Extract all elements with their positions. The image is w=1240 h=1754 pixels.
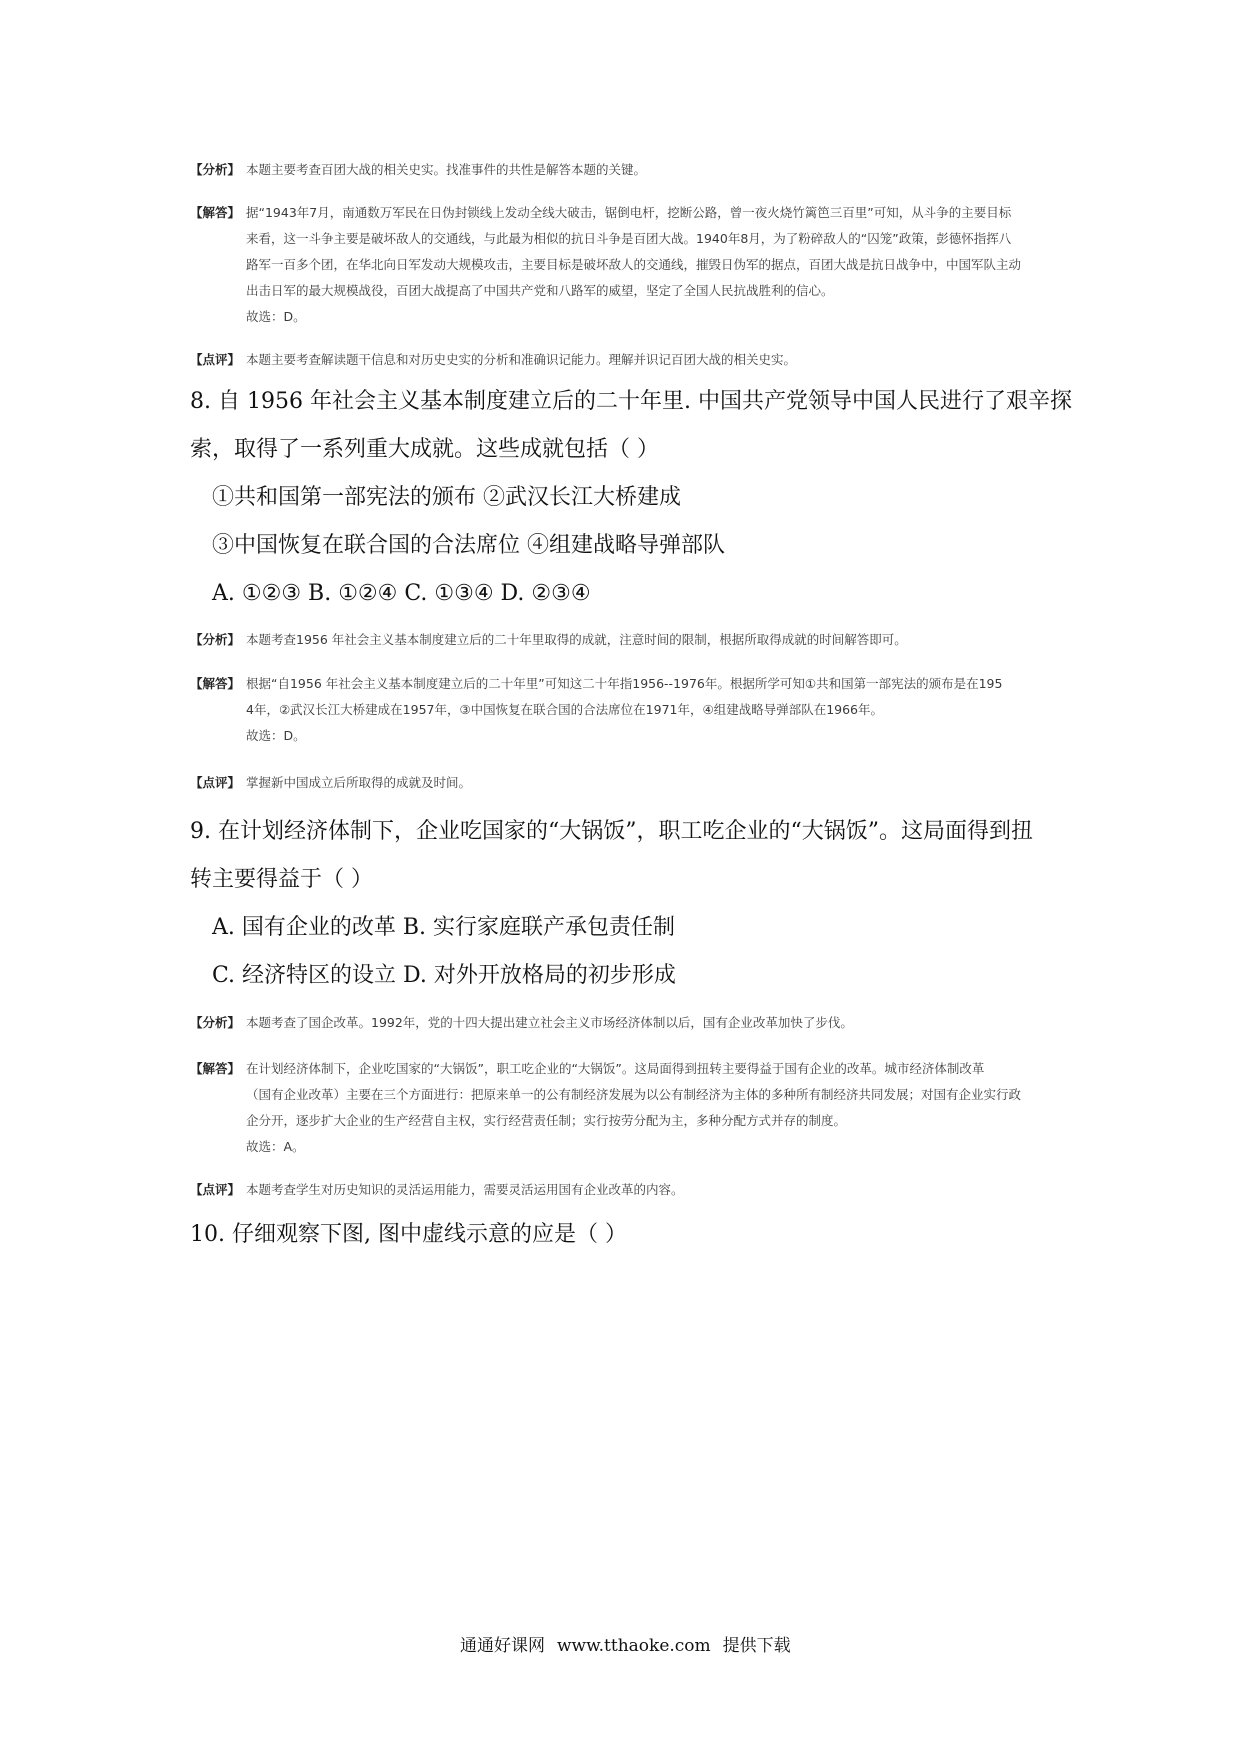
answer-line: 路军一百多个团，在华北向日军发动大规模攻击，主要目标是破坏敌人的交通线，摧毁日伪军的据点，百团大战是抗日战争中，中国军队主动	[246, 257, 1022, 272]
answer-line: 据“1943年7月，南通数万军民在日伪封锁线上发动全线大破击，锯倒电杆，挖断公路，曾一夜火烧竹篱笆三百里”可知，从斗争的主要目标	[246, 205, 1012, 220]
analysis-text: 本题主要考查百团大战的相关史实。找准事件的共性是解答本题的关键。	[246, 162, 647, 177]
analysis-text: 本题考查1956 年社会主义基本制度建立后的二十年里取得的成就，注意时间的限制，根据所取得成就的时间解答即可。	[246, 632, 907, 647]
q9-answer	[190, 1056, 1021, 1160]
q7-comment	[190, 347, 796, 373]
q7-analysis	[190, 157, 646, 183]
page-footer	[460, 1631, 791, 1656]
q8-comment	[190, 770, 471, 796]
answer-line: 故选：D。	[246, 728, 306, 743]
q8-item-line: ①共和国第一部宪法的颁布 ②武汉长江大桥建成	[212, 485, 681, 510]
q9-comment	[190, 1177, 684, 1203]
q9-choice-line: A. 国有企业的改革 B. 实行家庭联产承包责任制	[212, 915, 676, 940]
answer-line: 在计划经济体制下，企业吃国家的“大锅饭”，职工吃企业的“大锅饭”。这局面得到扭转主要得益于国有企业的改革。城市经济体制改革	[246, 1061, 985, 1076]
answer-line: 故选：A。	[246, 1139, 305, 1154]
comment-text: 掌握新中国成立后所取得的成就及时间。	[246, 775, 472, 790]
analysis-tag: 【分析】	[190, 1015, 241, 1030]
analysis-text: 本题考查了国企改革。1992年，党的十四大提出建立社会主义市场经济体制以后，国有企业改革加快了步伐。	[246, 1015, 853, 1030]
analysis-tag: 【分析】	[190, 162, 241, 177]
q8-analysis	[190, 627, 907, 653]
answer-line: 故选：D。	[246, 309, 306, 324]
comment-text: 本题主要考查解读题干信息和对历史史实的分析和准确识记能力。理解并识记百团大战的相关史实。	[246, 352, 797, 367]
answer-line: 根据“自1956 年社会主义基本制度建立后的二十年里”可知这二十年指1956--1976年。根据所学可知①共和国第一部宪法的颁布是在195	[246, 676, 1003, 691]
answer-line: 来看，这一斗争主要是破坏敌人的交通线，与此最为相似的抗日斗争是百团大战。1940年8月，为了粉碎敌人的“囚笼”政策，彭德怀指挥八	[246, 231, 1012, 246]
footer-url: www.tthaoke.com	[557, 1636, 711, 1656]
q9-analysis	[190, 1010, 853, 1036]
q9-stem	[190, 808, 1033, 1000]
q9-stem-line: 转主要得益于（ ）	[190, 867, 373, 892]
analysis-tag: 【分析】	[190, 632, 241, 647]
comment-tag: 【点评】	[190, 1182, 241, 1197]
q10-stem-line: 10. 仔细观察下图, 图中虚线示意的应是（ ）	[190, 1222, 627, 1247]
footer-site-name: 通通好课网	[460, 1636, 545, 1656]
q9-stem-line: 9. 在计划经济体制下，企业吃国家的“大锅饭”，职工吃企业的“大锅饭”。这局面得到扭	[190, 819, 1033, 844]
q7-answer	[190, 200, 1021, 330]
answer-tag: 【解答】	[190, 1061, 241, 1076]
comment-text: 本题考查学生对历史知识的灵活运用能力，需要灵活运用国有企业改革的内容。	[246, 1182, 684, 1197]
footer-note: 提供下载	[722, 1636, 791, 1656]
answer-line: 企分开，逐步扩大企业的生产经营自主权，实行经营责任制；实行按劳分配为主，多种分配方式并存的制度。	[246, 1113, 847, 1128]
q8-stem-line: 8. 自 1956 年社会主义基本制度建立后的二十年里. 中国共产党领导中国人民进行了艰辛探	[190, 389, 1072, 414]
comment-tag: 【点评】	[190, 775, 241, 790]
q10-stem	[190, 1211, 627, 1259]
q8-choices: A. ①②③ B. ①②④ C. ①③④ D. ②③④	[212, 581, 591, 606]
answer-line: 4年，②武汉长江大桥建成在1957年，③中国恢复在联合国的合法席位在1971年，④组建战略导弹部队在1966年。	[246, 702, 884, 717]
q8-answer	[190, 671, 1002, 749]
q8-item-line: ③中国恢复在联合国的合法席位 ④组建战略导弹部队	[212, 533, 725, 558]
q9-choice-line: C. 经济特区的设立 D. 对外开放格局的初步形成	[212, 963, 676, 988]
comment-tag: 【点评】	[190, 352, 241, 367]
q8-stem-line: 索，取得了一系列重大成就。这些成就包括（ ）	[190, 437, 659, 462]
answer-tag: 【解答】	[190, 205, 241, 220]
answer-tag: 【解答】	[190, 676, 241, 691]
answer-line: 出击日军的最大规模战役，百团大战提高了中国共产党和八路军的威望，坚定了全国人民抗战胜利的信心。	[246, 283, 834, 298]
answer-line: （国有企业改革）主要在三个方面进行：把原来单一的公有制经济发展为以公有制经济为主体的多种所有制经济共同发展；对国有企业实行政	[246, 1087, 1022, 1102]
q8-stem	[190, 378, 1072, 618]
